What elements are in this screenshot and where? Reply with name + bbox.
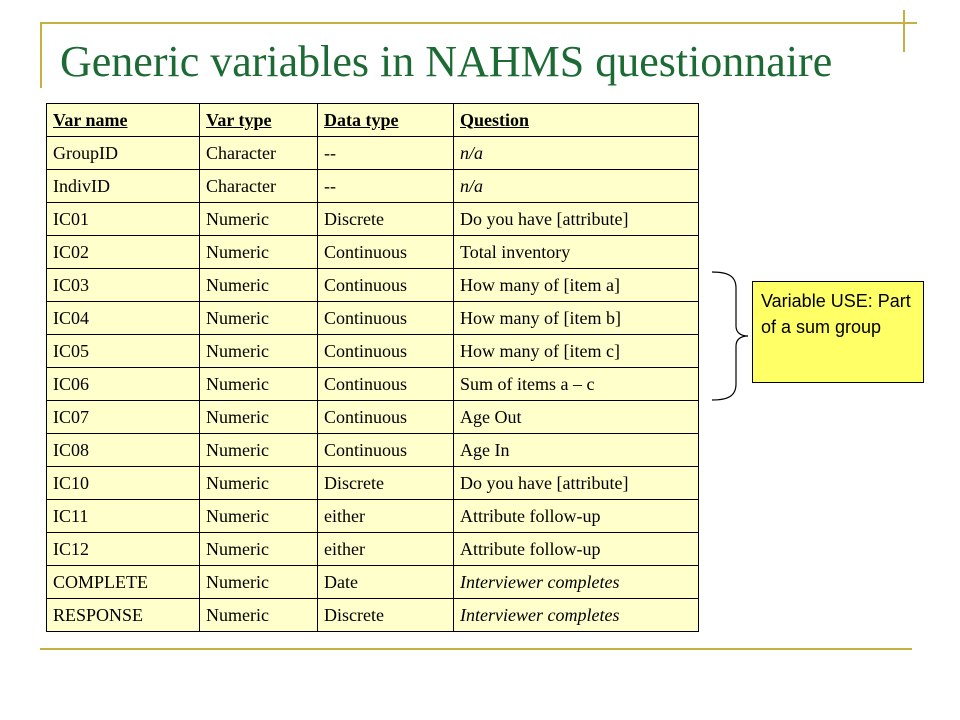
cell-data-type: either — [318, 533, 454, 566]
table-row — [47, 368, 699, 401]
cell-var-name: IndivID — [47, 170, 200, 203]
cell-question: n/a — [454, 170, 699, 203]
table-row — [47, 500, 699, 533]
cell-question: n/a — [454, 137, 699, 170]
cell-var-type: Character — [200, 137, 318, 170]
cell-data-type: Continuous — [318, 401, 454, 434]
cell-data-type: Discrete — [318, 467, 454, 500]
table-row — [47, 137, 699, 170]
header-data-type: Data type — [318, 104, 454, 137]
cell-question: Do you have [attribute] — [454, 467, 699, 500]
cell-data-type: Discrete — [318, 203, 454, 236]
cell-data-type: Date — [318, 566, 454, 599]
table-row — [47, 302, 699, 335]
brace-bracket — [710, 270, 750, 402]
cell-var-name: IC08 — [47, 434, 200, 467]
cell-question: How many of [item c] — [454, 335, 699, 368]
variable-use-callout: Variable USE: Part of a sum group — [752, 281, 924, 383]
header-var-type: Var type — [200, 104, 318, 137]
table-row — [47, 533, 699, 566]
cell-data-type: Continuous — [318, 335, 454, 368]
variables-table — [46, 103, 699, 632]
cell-var-type: Numeric — [200, 599, 318, 632]
cell-var-type: Numeric — [200, 533, 318, 566]
cell-data-type: Continuous — [318, 236, 454, 269]
cell-var-name: IC12 — [47, 533, 200, 566]
header-var-name: Var name — [47, 104, 200, 137]
table-row — [47, 335, 699, 368]
cell-question: Interviewer completes — [454, 566, 699, 599]
table-row — [47, 434, 699, 467]
table-row — [47, 599, 699, 632]
cell-question: Attribute follow-up — [454, 500, 699, 533]
cell-var-type: Numeric — [200, 500, 318, 533]
table-row — [47, 566, 699, 599]
cell-question: Sum of items a – c — [454, 368, 699, 401]
cell-question: How many of [item a] — [454, 269, 699, 302]
cell-var-name: IC06 — [47, 368, 200, 401]
cell-var-type: Numeric — [200, 236, 318, 269]
cell-var-type: Numeric — [200, 566, 318, 599]
cell-data-type: -- — [318, 137, 454, 170]
cell-var-type: Numeric — [200, 434, 318, 467]
cell-var-type: Numeric — [200, 203, 318, 236]
cell-var-name: COMPLETE — [47, 566, 200, 599]
cell-question: Do you have [attribute] — [454, 203, 699, 236]
table-row — [47, 401, 699, 434]
cell-var-name: GroupID — [47, 137, 200, 170]
cell-var-type: Numeric — [200, 368, 318, 401]
cell-data-type: Continuous — [318, 302, 454, 335]
cell-var-name: IC01 — [47, 203, 200, 236]
cell-question: Attribute follow-up — [454, 533, 699, 566]
cell-var-name: IC04 — [47, 302, 200, 335]
cell-var-name: IC10 — [47, 467, 200, 500]
table-row — [47, 170, 699, 203]
cell-data-type: either — [318, 500, 454, 533]
header-question: Question — [454, 104, 699, 137]
cell-question: How many of [item b] — [454, 302, 699, 335]
table-row — [47, 467, 699, 500]
cell-data-type: Discrete — [318, 599, 454, 632]
cell-data-type: -- — [318, 170, 454, 203]
cell-data-type: Continuous — [318, 368, 454, 401]
cell-var-name: IC11 — [47, 500, 200, 533]
cell-var-name: RESPONSE — [47, 599, 200, 632]
frame-line-right — [903, 10, 905, 52]
table-row — [47, 236, 699, 269]
slide-title: Generic variables in NAHMS questionnaire — [60, 37, 833, 86]
cell-question: Age Out — [454, 401, 699, 434]
frame-line-top — [40, 22, 917, 24]
cell-data-type: Continuous — [318, 434, 454, 467]
cell-var-type: Character — [200, 170, 318, 203]
cell-var-type: Numeric — [200, 401, 318, 434]
cell-data-type: Continuous — [318, 269, 454, 302]
cell-var-type: Numeric — [200, 269, 318, 302]
cell-var-type: Numeric — [200, 302, 318, 335]
table-row — [47, 269, 699, 302]
cell-var-name: IC02 — [47, 236, 200, 269]
cell-var-name: IC03 — [47, 269, 200, 302]
cell-question: Total inventory — [454, 236, 699, 269]
cell-question: Interviewer completes — [454, 599, 699, 632]
table-header-row — [47, 104, 699, 137]
cell-var-name: IC07 — [47, 401, 200, 434]
frame-line-bottom — [40, 648, 912, 650]
cell-question: Age In — [454, 434, 699, 467]
table-row — [47, 203, 699, 236]
cell-var-type: Numeric — [200, 467, 318, 500]
cell-var-name: IC05 — [47, 335, 200, 368]
frame-line-left — [40, 22, 42, 88]
cell-var-type: Numeric — [200, 335, 318, 368]
